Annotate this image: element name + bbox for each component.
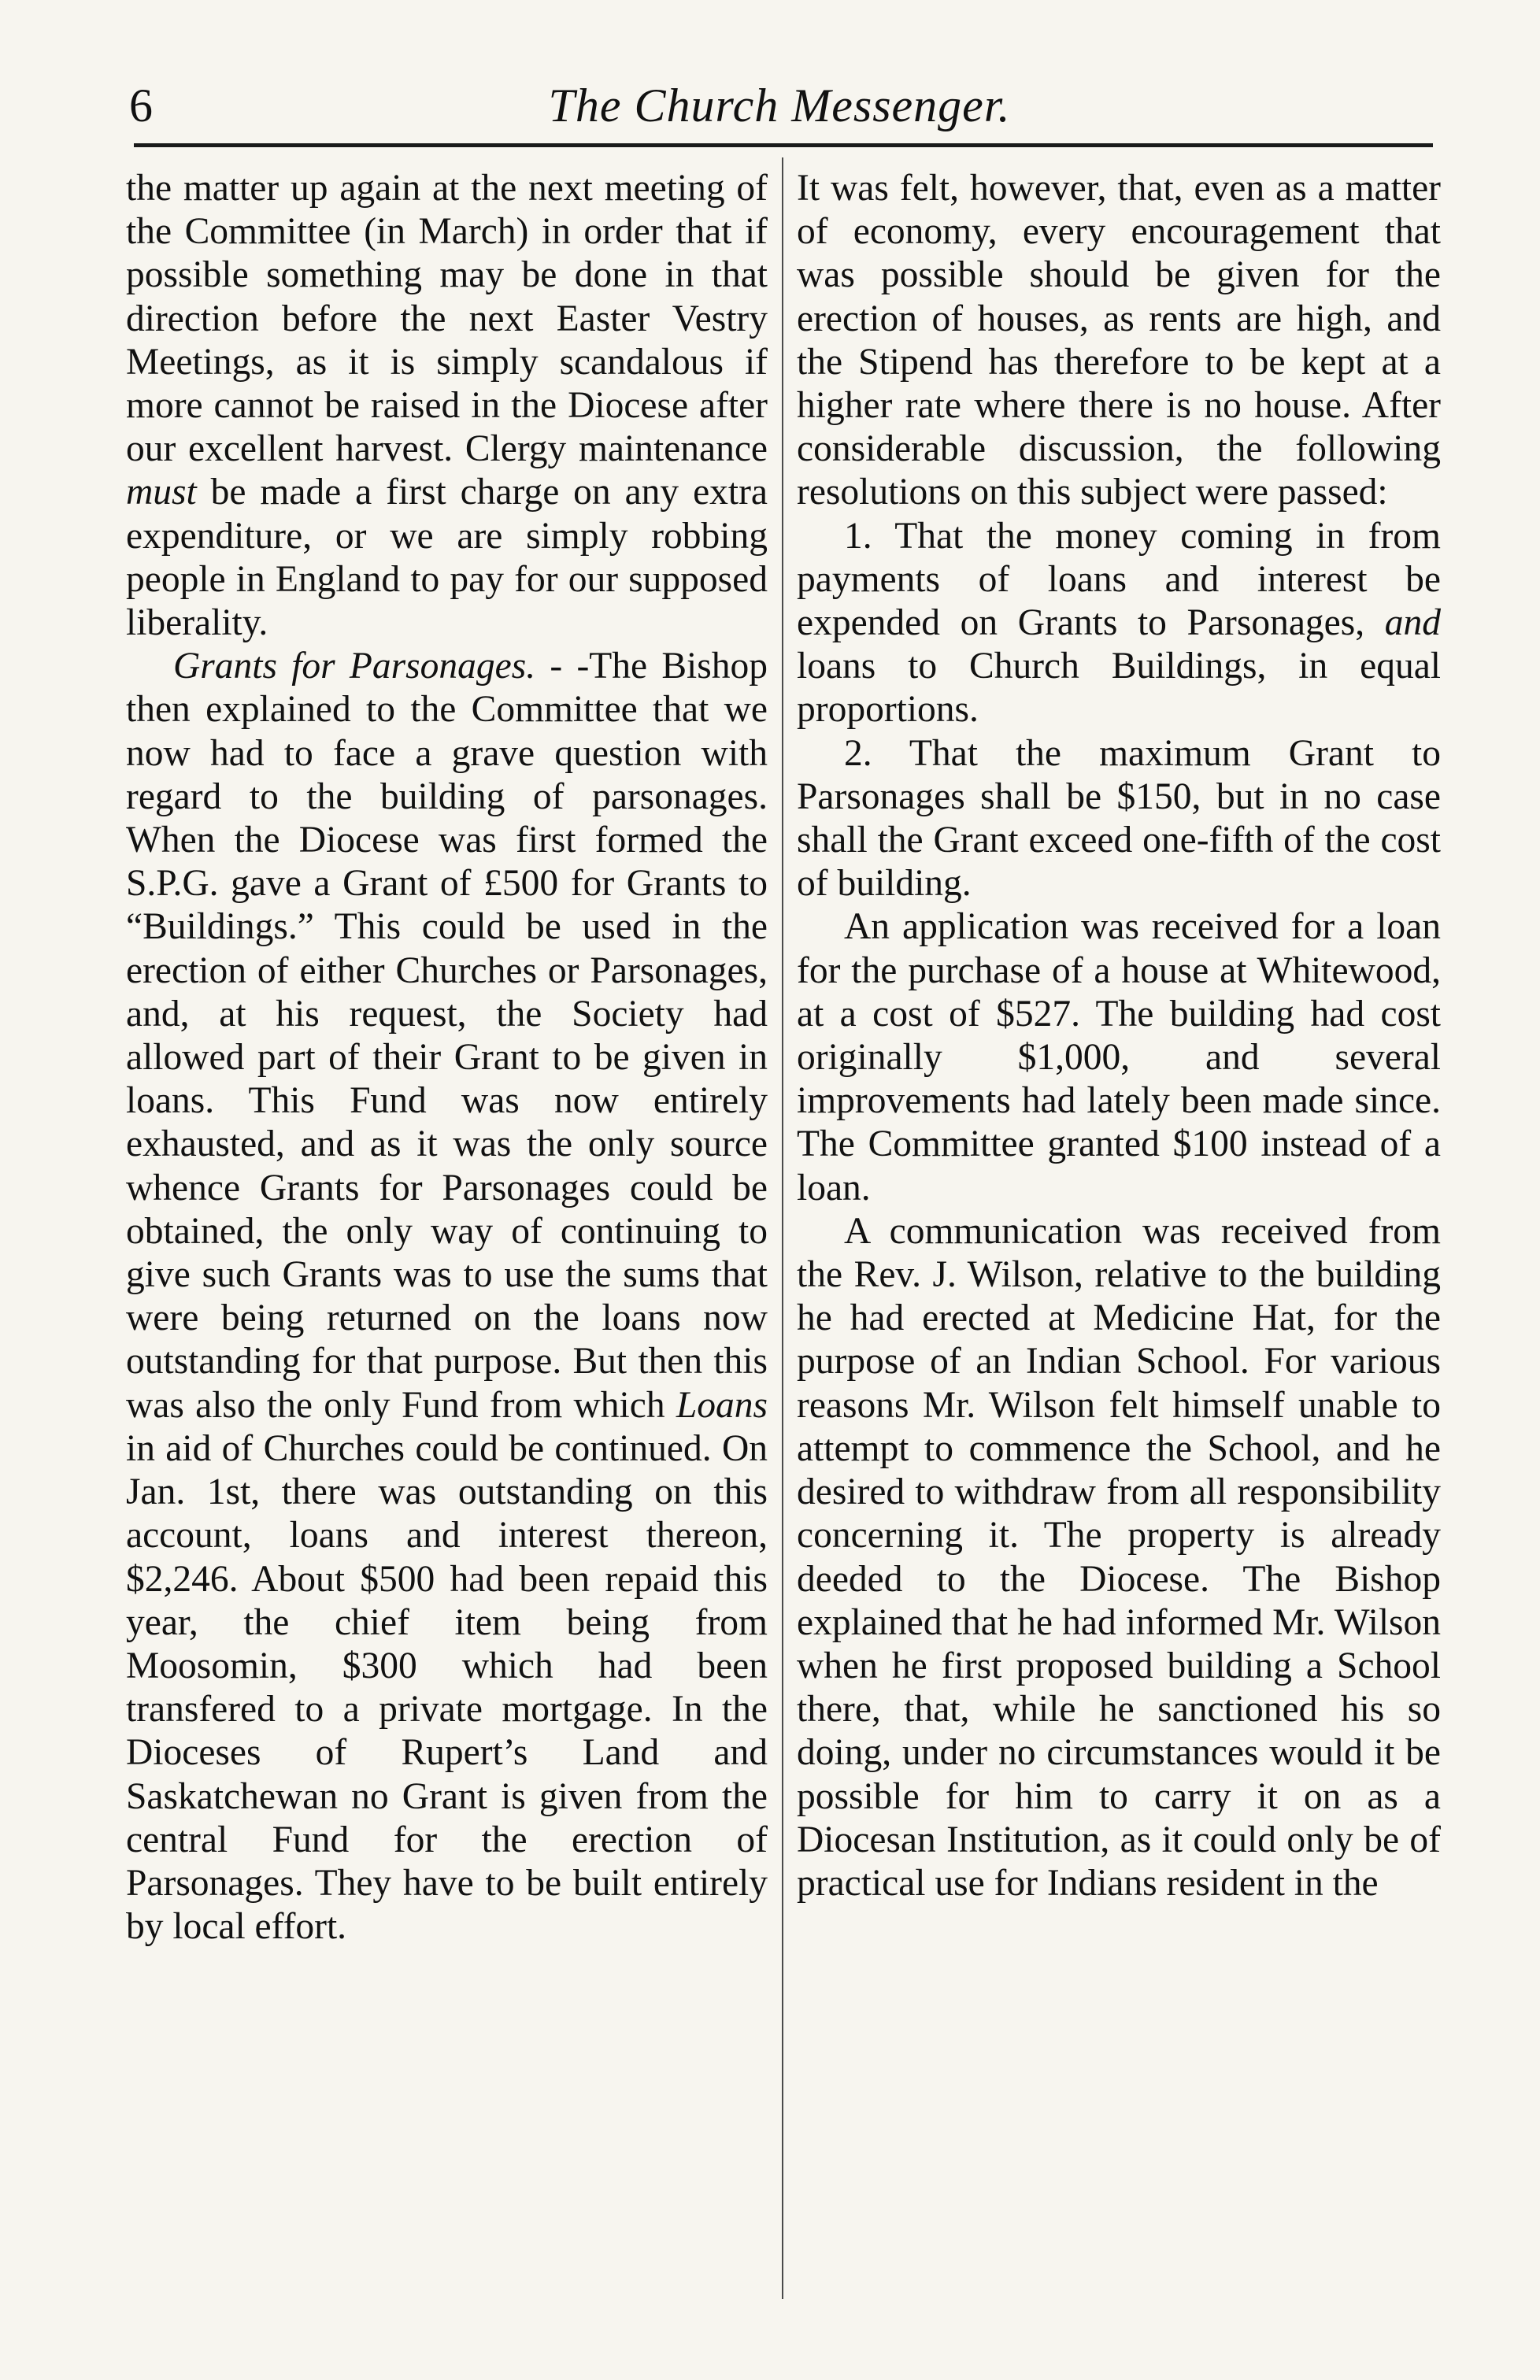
- emphasis-text: must: [126, 472, 197, 513]
- paragraph-whitewood-loan: An application was received for a loan for the purchase of a house at Whitewood, at a cost of $527. The building had cost originally $1,000, and several improvements had lately been made since. The Committee granted $100 instead of a loan.: [797, 906, 1441, 1209]
- running-title: The Church Messenger.: [548, 80, 1011, 131]
- paragraph-economy: It was felt, however, that, even as a matter of economy, every encouragement that was possible should be given for the erection of houses, as rents are high, and the Stipend has therefore to be kept at a higher rate where there is no house. After considerable discussion, the following resolutions on this subject were passed:: [797, 168, 1441, 513]
- resolution-1: [797, 515, 1441, 732]
- header-rule: [134, 143, 1433, 147]
- paragraph-text: be made a first charge on any extra expenditure, or we are simply robbing people in England to pay for our supposed liberality.: [126, 472, 768, 644]
- paragraph-text: in aid of Churches could be continued. On Jan. 1st, there was outstanding on this account, loans and interest thereon, $2,246. About $500 had been repaid this year, the chief item being from Moosomin, $300 which had been transfered to a private mortgage. In the Dioceses of Rupert’s Land and Saskatchewan no Grant is given from the central Fund for the erection of Parsonages. They have to be built entirely by local effort.: [126, 1427, 768, 1948]
- paragraph-clergy-maintenance: [126, 167, 768, 645]
- paragraph-medicine-hat: A communication was received from the Rev. J. Wilson, relative to the building he had erected at Medicine Hat, for the purpose of an Indian School. For various reasons Mr. Wilson felt himself unable to attempt to commence the School, and he desired to withdraw from all responsibility concerning it. The property is already deeded to the Diocese. The Bishop explained that he had informed Mr. Wilson when he first proposed building a School there, that, while he sanctioned his so doing, under no circumstances would it be possible for him to carry it on as a Diocesan Institution, as it could only be of practical use for Indians resident in the: [797, 1210, 1441, 1904]
- emphasis-text: Loans: [676, 1384, 768, 1426]
- left-column: [126, 167, 768, 2293]
- resolution-2: 2. That the maximum Grant to Parsonages shall be $150, but in no case shall the Grant exceed one-fifth of the cost of building.: [797, 732, 1441, 905]
- paragraph-text: loans to Church Buildings, in equal proportions.: [797, 646, 1441, 731]
- page-header: [118, 63, 1441, 150]
- column-divider: [782, 157, 783, 2299]
- right-column: [797, 167, 1441, 2293]
- page-number: 6: [129, 80, 153, 131]
- paragraph-grants-for-parsonages: [126, 645, 768, 1949]
- emphasis-text: and: [1384, 602, 1441, 644]
- paragraph-text: - -The Bishop then explained to the Committee that we now had to face a grave question with regard to the building of parsonages. When the Diocese was first formed the S.P.G. gave a Grant of £500 for Grants to “Buildings.” This could be used in the erection of either Churches or Parsonages, and, at his request, the Society had allowed part of their Grant to be given in loans. This Fund was now entirely exhausted, and as it was the only source whence Grants for Parsonages could be obtained, the only way of continuing to give such Grants was to use the sums that were being returned on the loans now outstanding for that purpose. But then this was also the only Fund from which: [126, 646, 768, 1426]
- paragraph-text: 1. That the money coming in from payments of loans and interest be expended on Grants to Parsonages,: [797, 515, 1441, 644]
- paragraph-text: the matter up again at the next meeting of the Committee (in March) in order that if possible something may be done in that direction before the next Easter Vestry Meetings, as it is simply scandalous if more cannot be raised in the Diocese after our excellent harvest. Clergy maintenance: [126, 168, 768, 470]
- section-heading: Grants for Parsonages.: [173, 646, 536, 687]
